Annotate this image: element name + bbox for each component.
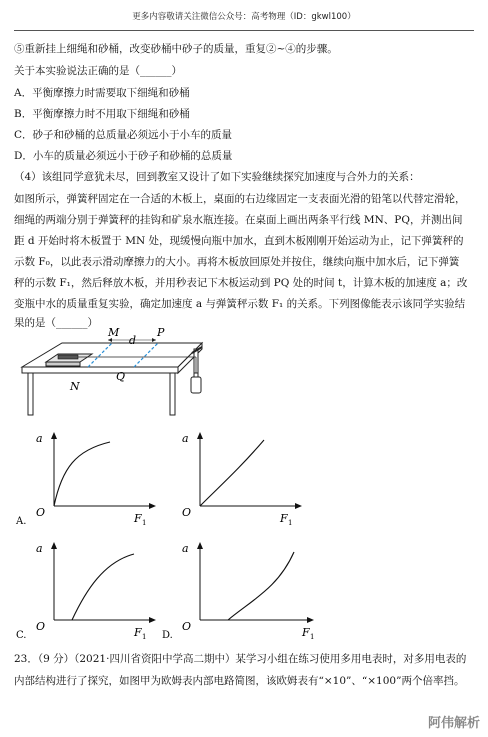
apparatus-figure — [20, 326, 210, 420]
curve — [72, 554, 134, 620]
graph-c — [14, 538, 164, 642]
question-23-line-2: 内部结构进行了探究，如图甲为欧姆表内部电路简图，该欧姆表有“×10”、“×100”两个倍率挡。 — [14, 675, 465, 687]
table-leg — [28, 373, 33, 415]
option-d: D．小车的质量必须远小于砂子和砂桶的总质量 — [14, 150, 233, 162]
part4-line-1: （4）该组同学意犹未尽，回到教室又设计了如下实验继续探究加速度与合外力的关系： — [14, 171, 420, 183]
y-label: a — [182, 542, 189, 555]
spring-scale — [58, 355, 78, 359]
x-label: F — [302, 626, 310, 639]
option-a: A．平衡摩擦力时需要取下细绳和砂桶 — [14, 87, 190, 99]
question-23-line-1: 23．（9 分）（2021·四川省资阳中学高二期中）某学习小组在练习使用多用电表时，对多用电表的 — [14, 653, 467, 665]
option-c: C．砂子和砂桶的总质量必须远小于小车的质量 — [14, 129, 233, 141]
curve — [228, 552, 294, 620]
part4-line-8: 果的是（______） — [14, 317, 98, 329]
part4-line-7: 变瓶中水的质量重复实验，确定加速度 a 与弹簧秤示数 F₁ 的关系。下列图像能表示该同学实验结 — [14, 298, 466, 310]
y-label: a — [36, 432, 43, 445]
x-label-subscript: 1 — [142, 633, 147, 641]
option-label: C. — [16, 630, 27, 641]
graph-d — [160, 538, 330, 642]
header-divider — [14, 30, 474, 31]
part4-line-6: 秤的示数 F₁，然后释放木板，并用秒表记下木板运动到 PQ 处的时间 t，计算木板的加速度 a；改 — [14, 277, 468, 289]
x-label: F — [280, 512, 288, 525]
origin-label: O — [182, 506, 192, 519]
part4-line-2: 如图所示，弹簧秤固定在一合适的木板上，桌面的右边缘固定一支表面光滑的铅笔以代替定滑轮， — [14, 193, 466, 205]
y-label: a — [36, 542, 43, 555]
part4-line-3: 细绳的两端分别于弹簧秤的挂钩和矿泉水瓶连接。在桌面上画出两条平行线 MN、PQ，并测出间 — [14, 214, 463, 226]
curve — [54, 442, 110, 506]
water-bottle — [191, 377, 201, 393]
table-leg — [170, 373, 175, 415]
label-p: P — [157, 326, 165, 339]
watermark: 阿伟解析 — [427, 716, 480, 731]
table-front-edge — [22, 367, 178, 373]
x-label: F — [134, 512, 142, 525]
x-label-subscript: 1 — [142, 519, 147, 527]
label-m: M — [108, 326, 120, 339]
y-label: a — [182, 432, 189, 445]
x-label-subscript: 1 — [310, 633, 315, 641]
x-label: F — [134, 626, 142, 639]
label-d: d — [129, 334, 137, 347]
step-5-text: ⑤重新挂上细绳和砂桶，改变砂桶中砂子的质量，重复②~④的步骤。 — [14, 43, 338, 55]
page-header: 更多内容敬请关注微信公众号：高考物理（ID：gkwl100） — [132, 12, 356, 22]
question-prompt: 关于本实验说法正确的是（______） — [14, 65, 182, 77]
curve — [200, 440, 264, 506]
origin-label: O — [36, 620, 46, 633]
label-q: Q — [116, 370, 126, 383]
option-label: D. — [162, 630, 173, 641]
graph-b — [160, 428, 310, 528]
graph-a — [14, 428, 164, 528]
option-label: A. — [16, 516, 27, 527]
option-b: B．平衡摩擦力时不用取下细绳和砂桶 — [14, 108, 190, 120]
part4-line-5: 示数 F₀，以此表示滑动摩擦力的大小。再将木板放回原处并按住，继续向瓶中加水后，记下弹簧 — [14, 256, 460, 268]
part4-line-4: 距 d 开始时将木板置于 MN 处，现缓慢向瓶中加水，直到木板刚刚开始运动为止，记下弹簧秤的 — [14, 235, 464, 247]
label-n: N — [70, 380, 80, 393]
origin-label: O — [36, 506, 46, 519]
x-label-subscript: 1 — [288, 519, 293, 527]
origin-label: O — [182, 620, 192, 633]
